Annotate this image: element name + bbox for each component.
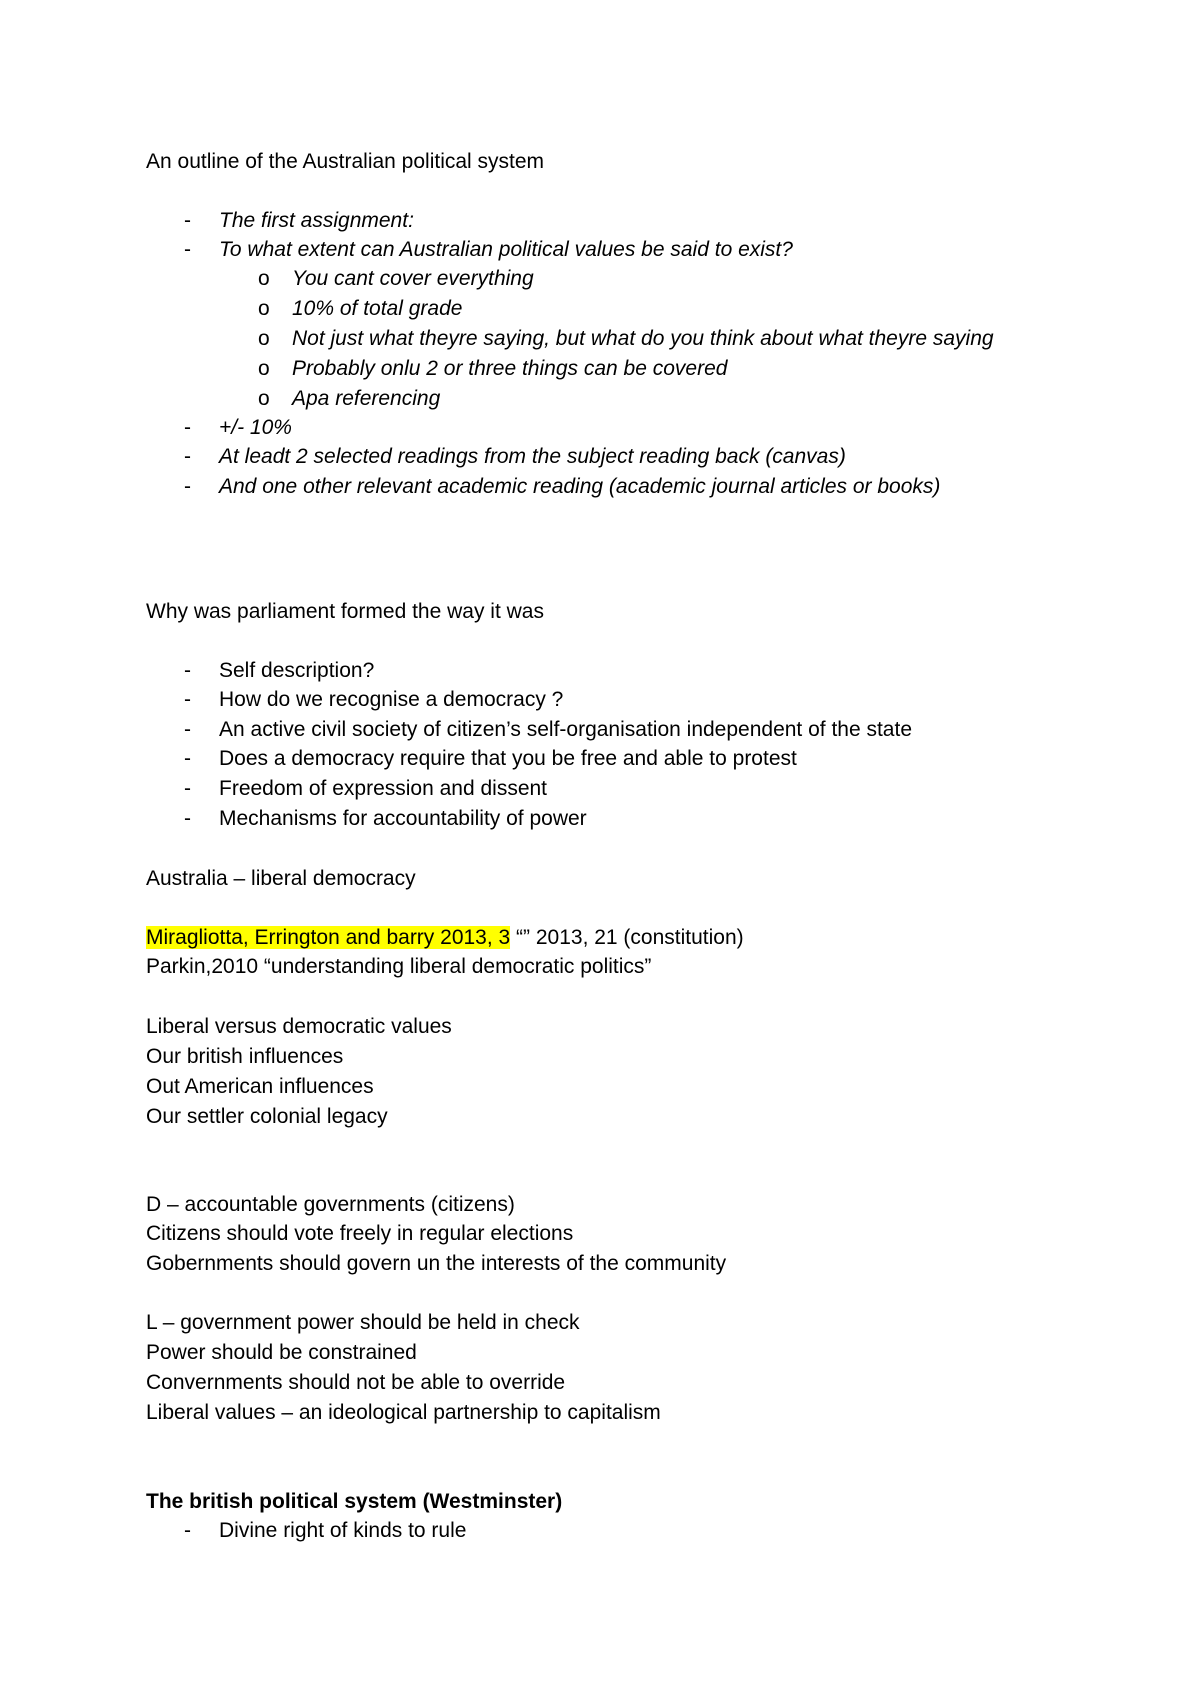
sub-list-item: Probably onlu 2 or three things can be covered — [292, 357, 728, 380]
text-line: Liberal values – an ideological partnership to capitalism — [146, 1401, 661, 1424]
highlighted-reference: Miragliotta, Errington and barry 2013, 3 — [146, 926, 511, 949]
text-line: Power should be constrained — [146, 1341, 417, 1364]
text-line: Our settler colonial legacy — [146, 1105, 388, 1128]
text-line: Citizens should vote freely in regular elections — [146, 1222, 574, 1245]
sub-list-item: Not just what theyre saying, but what do you think about what theyre saying — [292, 327, 994, 350]
reference-line: Parkin,2010 “understanding liberal democratic politics” — [146, 955, 652, 978]
reference-rest: “” 2013, 21 (constitution) — [510, 926, 744, 949]
section-heading: Why was parliament formed the way it was — [146, 600, 544, 623]
bullet-dash: - — [184, 807, 191, 830]
bullet-dash: - — [184, 718, 191, 741]
bullet-circle: o — [258, 327, 270, 350]
bullet-dash: - — [184, 688, 191, 711]
bullet-dash: - — [184, 747, 191, 770]
bullet-dash: - — [184, 209, 191, 232]
text-line: Liberal versus democratic values — [146, 1015, 452, 1038]
list-item: At leadt 2 selected readings from the subject reading back (canvas) — [219, 445, 846, 468]
bullet-circle: o — [258, 357, 270, 380]
bullet-dash: - — [184, 238, 191, 261]
bullet-dash: - — [184, 1519, 191, 1542]
sub-list-item: You cant cover everything — [292, 267, 534, 290]
list-item: Freedom of expression and dissent — [219, 777, 548, 800]
text-line: D – accountable governments (citizens) — [146, 1193, 515, 1216]
text-line: Out American influences — [146, 1075, 374, 1098]
list-item: Divine right of kinds to rule — [219, 1519, 467, 1542]
text-line: Gobernments should govern un the interests of the community — [146, 1252, 727, 1275]
list-item: And one other relevant academic reading (academic journal articles or books) — [219, 475, 941, 498]
bullet-dash: - — [184, 659, 191, 682]
list-item: Self description? — [219, 659, 375, 682]
list-item: Does a democracy require that you be free and able to protest — [219, 747, 797, 770]
sub-list-item: Apa referencing — [292, 387, 441, 410]
bullet-dash: - — [184, 416, 191, 439]
section-heading: The british political system (Westminster) — [146, 1490, 563, 1513]
list-item: To what extent can Australian political values be said to exist? — [219, 238, 793, 261]
text-line: Our british influences — [146, 1045, 344, 1068]
bullet-circle: o — [258, 387, 270, 410]
bullet-dash: - — [184, 475, 191, 498]
bullet-dash: - — [184, 445, 191, 468]
section-heading: Australia – liberal democracy — [146, 867, 416, 890]
list-item: The first assignment: — [219, 209, 414, 232]
list-item: How do we recognise a democracy ? — [219, 688, 564, 711]
bullet-circle: o — [258, 267, 270, 290]
bullet-circle: o — [258, 297, 270, 320]
sub-list-item: 10% of total grade — [292, 297, 463, 320]
text-line: Convernments should not be able to override — [146, 1371, 566, 1394]
list-item: Mechanisms for accountability of power — [219, 807, 587, 830]
list-item: +/- 10% — [219, 416, 292, 439]
document-title: An outline of the Australian political system — [146, 150, 545, 173]
list-item: An active civil society of citizen’s self-organisation independent of the state — [219, 718, 912, 741]
reference-line — [146, 925, 744, 951]
text-line: L – government power should be held in check — [146, 1311, 580, 1334]
bullet-dash: - — [184, 777, 191, 800]
